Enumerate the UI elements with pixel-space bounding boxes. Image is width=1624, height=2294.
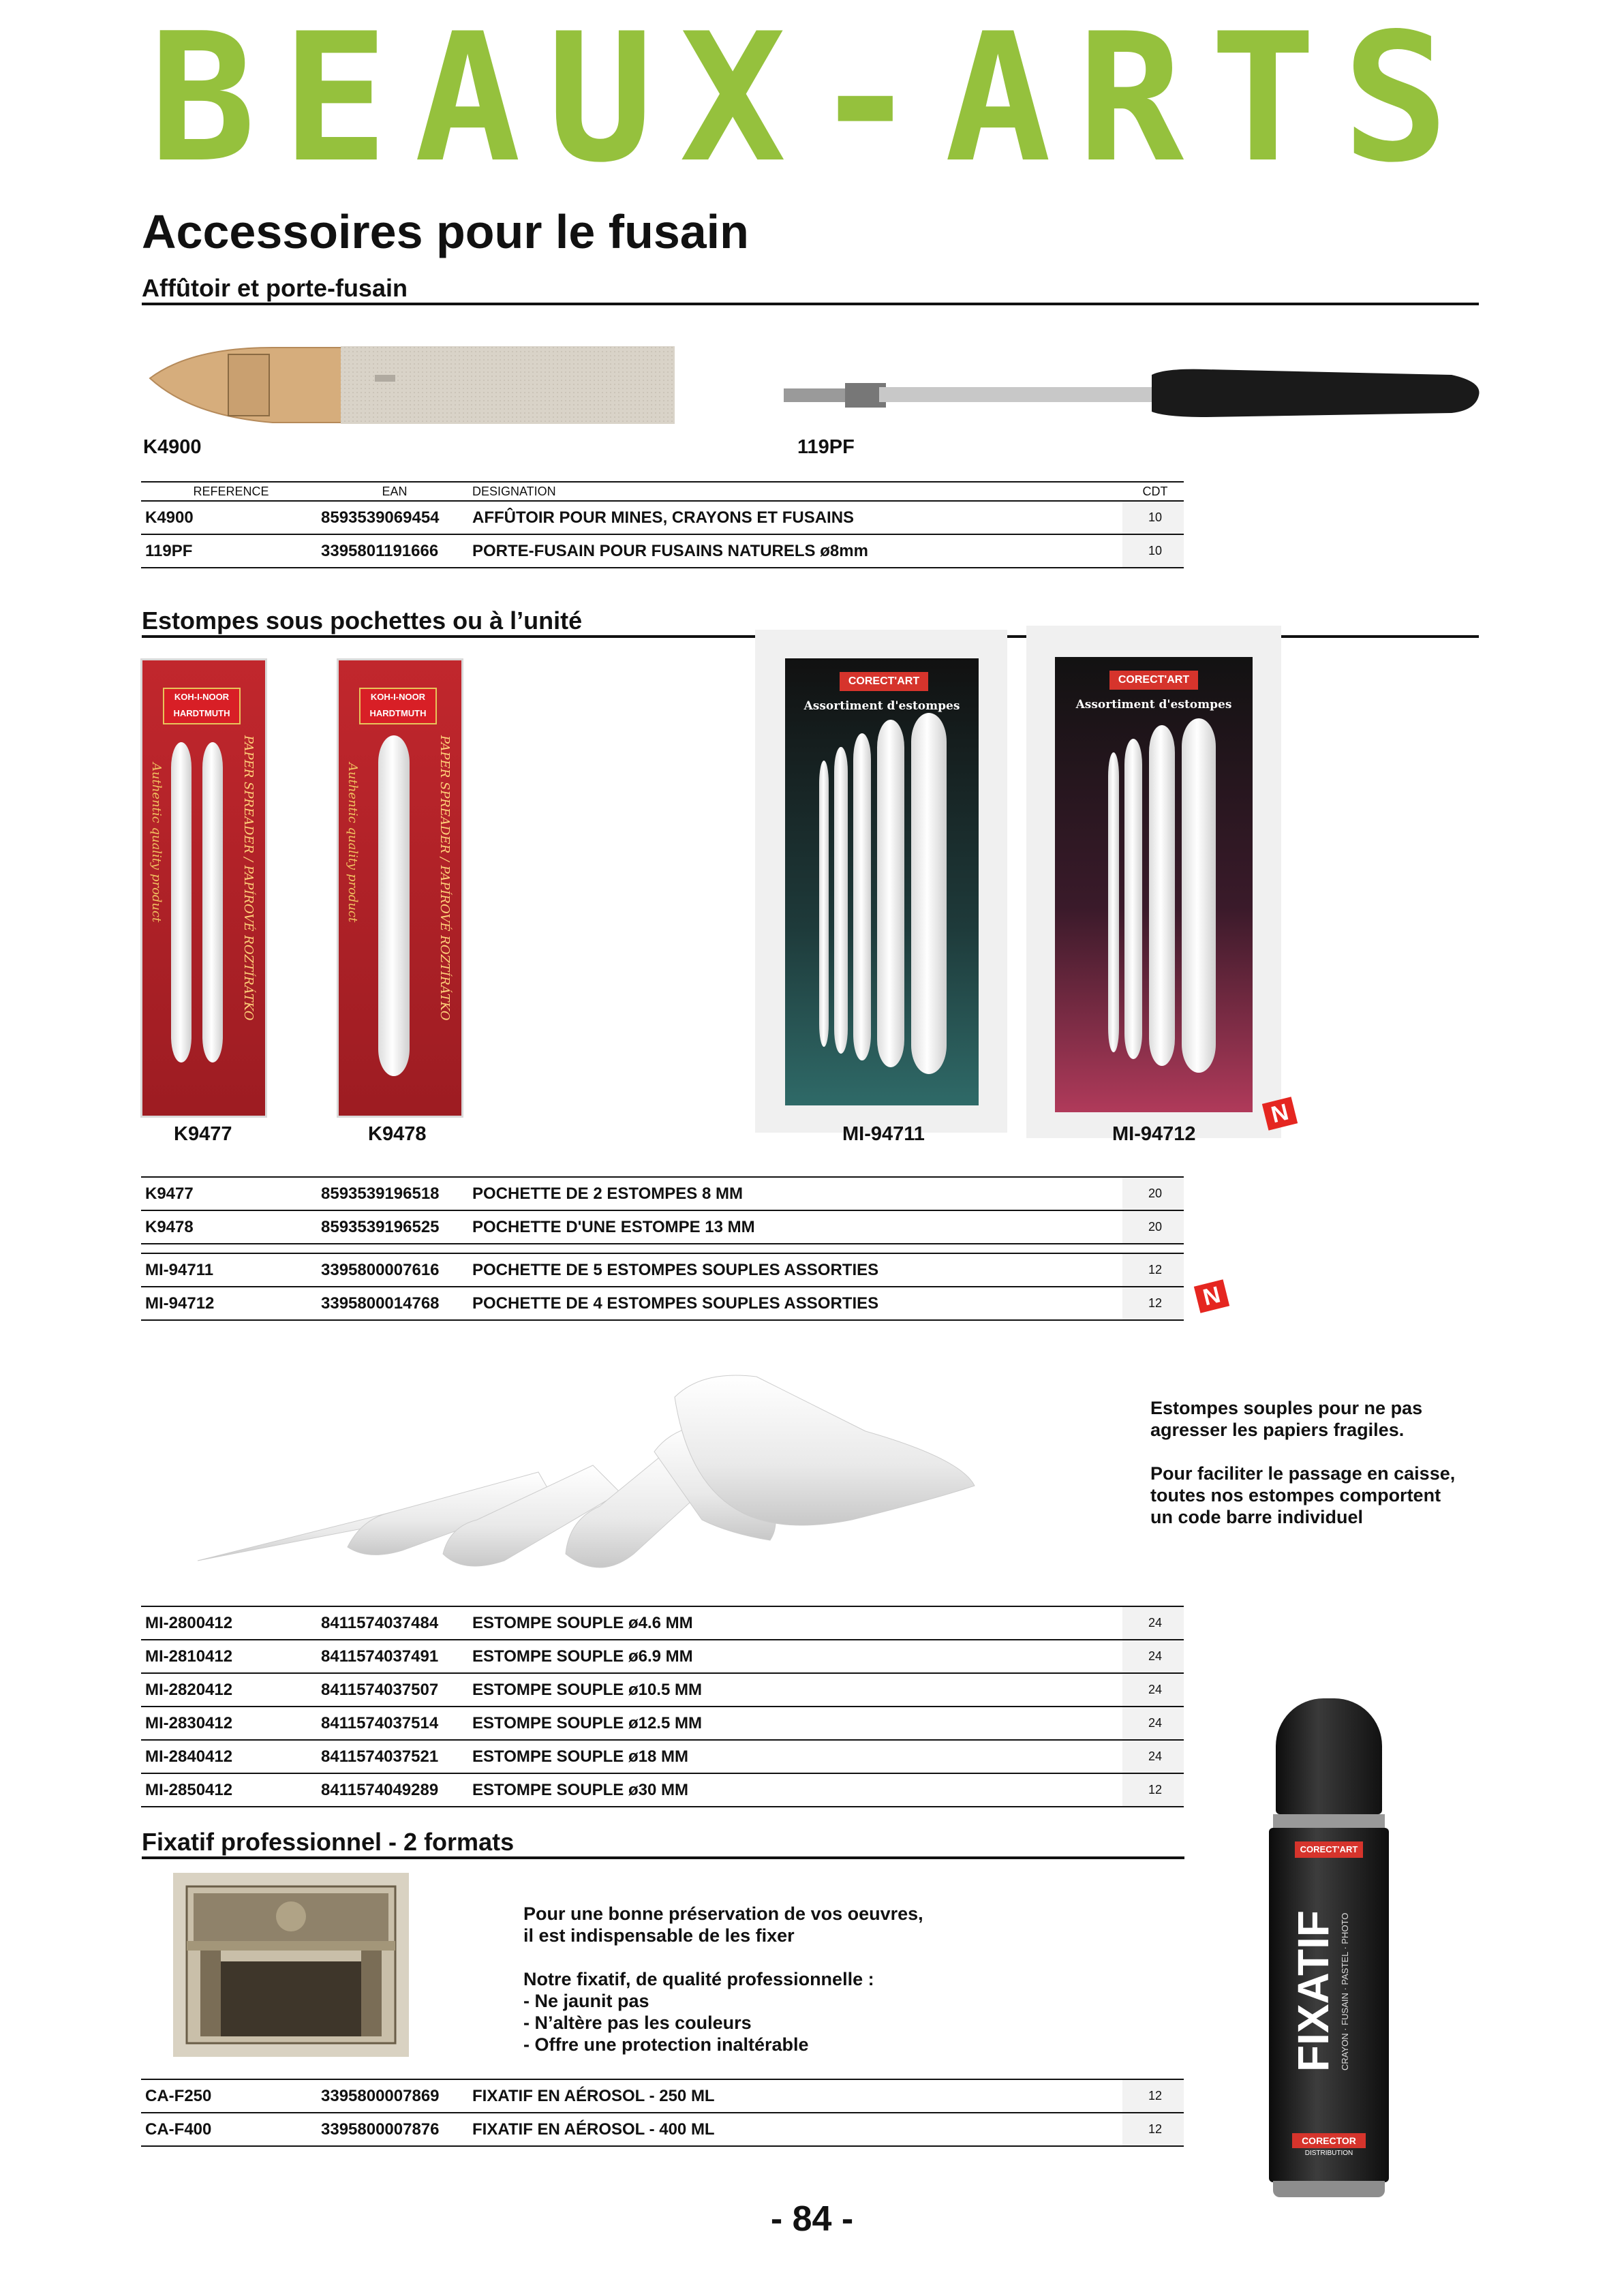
sharpener-image (143, 334, 681, 436)
estompe-stick (877, 720, 904, 1067)
cell-cdt: 24 (1122, 1740, 1184, 1773)
cell-ref: MI-2810412 (141, 1640, 317, 1673)
product-label-k4900: K4900 (143, 436, 202, 458)
cell-ean: 8411574037507 (317, 1673, 468, 1707)
estompe-stick (171, 742, 191, 1062)
estompe-note-line: agresser les papiers fragiles. (1150, 1420, 1405, 1440)
product-label-mi-94712: MI-94712 (1112, 1123, 1196, 1145)
page-title: Accessoires pour le fusain (142, 205, 749, 258)
charcoal-holder-image (770, 354, 1499, 429)
fixatif-sub-label: CRAYON · FUSAIN · PASTEL · PHOTO (1340, 1912, 1350, 2070)
table-row (141, 1210, 1184, 1244)
cell-designation: ESTOMPE SOUPLE ø18 MM (468, 1740, 1122, 1773)
kohinoor-logo: KOH-I-NOOR HARDTMUTH (359, 688, 437, 724)
cell-ref: MI-94712 (141, 1287, 317, 1320)
cell-designation: ESTOMPE SOUPLE ø4.6 MM (468, 1606, 1122, 1640)
cell-cdt: 12 (1122, 2113, 1184, 2146)
table-row (141, 1606, 1184, 1640)
header-designation: DESIGNATION (468, 482, 1122, 501)
cell-ref: CA-F250 (141, 2079, 317, 2113)
cell-ean: 3395800007876 (317, 2113, 468, 2146)
cell-cdt: 10 (1122, 534, 1184, 568)
cell-cdt: 24 (1122, 1673, 1184, 1707)
estompe-note-line: Estompes souples pour ne pas (1150, 1398, 1423, 1418)
fixatif-note-line: - Offre une protection inaltérable (523, 2034, 809, 2055)
cell-designation: PORTE-FUSAIN POUR FUSAINS NATURELS ø8mm (468, 534, 1122, 568)
section-rule (142, 303, 1479, 305)
cell-ref: MI-94711 (141, 1253, 317, 1287)
fixatif-note-line: Notre fixatif, de qualité professionnelle : (523, 1969, 874, 1989)
table-row (141, 2113, 1184, 2146)
page-number: - 84 - (770, 2199, 854, 2239)
package-text: PAPER SPREADER / PAPÍROVÉ ROZTÍRÁTKO (241, 735, 256, 1021)
cell-designation: ESTOMPE SOUPLE ø10.5 MM (468, 1673, 1122, 1707)
fixatif-note-line: - N’altère pas les couleurs (523, 2013, 752, 2033)
fixatif-note-line: - Ne jaunit pas (523, 1991, 649, 2011)
cell-cdt: 20 (1122, 1210, 1184, 1244)
estompe-stick (819, 761, 829, 1047)
estompe-stick (202, 742, 223, 1062)
package-mi-94712 (1026, 626, 1281, 1138)
cell-designation: AFFÛTOIR POUR MINES, CRAYONS ET FUSAINS (468, 501, 1122, 534)
product-table-3 (141, 1606, 1184, 1807)
estompe-note-line: Pour faciliter le passage en caisse, (1150, 1463, 1456, 1484)
table-row (141, 1177, 1184, 1210)
table-spacer (141, 1244, 1184, 1253)
package-heading: Assortiment d'estompes (1075, 698, 1232, 712)
estompe-stick (1124, 739, 1142, 1059)
cell-ref: K9478 (141, 1210, 317, 1244)
cell-ref: CA-F400 (141, 2113, 317, 2146)
cell-ean: 8411574037484 (317, 1606, 468, 1640)
estompe-note-line: toutes nos estompes comportent (1150, 1485, 1441, 1505)
cell-ean: 8411574037514 (317, 1707, 468, 1740)
header-cdt: CDT (1122, 482, 1184, 501)
package-card (1055, 657, 1253, 1112)
cell-designation: ESTOMPE SOUPLE ø6.9 MM (468, 1640, 1122, 1673)
spray-base (1273, 2181, 1385, 2197)
corect-art-logo: CORECT'ART (1295, 1841, 1363, 1858)
estompe-stick (853, 733, 871, 1060)
cell-ean: 8593539196518 (317, 1177, 468, 1210)
cell-ref: MI-2800412 (141, 1606, 317, 1640)
table-row (141, 2079, 1184, 2113)
corect-art-logo: CORECT'ART (1109, 671, 1198, 690)
cell-cdt: 10 (1122, 501, 1184, 534)
estompes-image (184, 1356, 1022, 1588)
package-heading: Assortiment d'estompes (803, 699, 960, 713)
new-badge: N (1194, 1279, 1229, 1313)
spray-cap (1276, 1698, 1382, 1814)
product-label-mi-94711: MI-94711 (842, 1123, 925, 1145)
product-table-4 (141, 2079, 1184, 2147)
cell-cdt: 24 (1122, 1707, 1184, 1740)
package-k9477 (140, 658, 267, 1118)
cell-ean: 3395800014768 (317, 1287, 468, 1320)
cell-cdt: 12 (1122, 1287, 1184, 1320)
table-row (141, 1707, 1184, 1740)
section-rule (142, 1856, 1184, 1859)
table-row (141, 1673, 1184, 1707)
spray-collar (1273, 1814, 1385, 1828)
estompe-note-line: un code barre individuel (1150, 1507, 1364, 1527)
estompe-stick (834, 747, 848, 1054)
engraving-image (173, 1873, 409, 2057)
package-mi-94711 (755, 630, 1007, 1133)
cell-designation: POCHETTE DE 2 ESTOMPES 8 MM (468, 1177, 1122, 1210)
package-text: Authentic quality product (149, 763, 164, 923)
section-title-estompes: Estompes sous pochettes ou à l’unité (142, 607, 583, 634)
cell-ref: MI-2840412 (141, 1740, 317, 1773)
cell-cdt: 20 (1122, 1177, 1184, 1210)
table-row (141, 534, 1184, 568)
table-row (141, 1773, 1184, 1807)
cell-cdt: 12 (1122, 1773, 1184, 1807)
cell-cdt: 12 (1122, 1253, 1184, 1287)
cell-ean: 8411574049289 (317, 1773, 468, 1807)
banner-title: BEAUX-ARTS (149, 0, 1475, 202)
cell-ean: 3395801191666 (317, 534, 468, 568)
package-text: Authentic quality product (346, 763, 360, 923)
fixatif-note-line: Pour une bonne préservation de vos oeuvres, (523, 1903, 923, 1924)
table-row (141, 1640, 1184, 1673)
cell-ref: 119PF (141, 534, 317, 568)
cell-ean: 3395800007616 (317, 1253, 468, 1287)
cell-ref: K9477 (141, 1177, 317, 1210)
cell-cdt: 24 (1122, 1606, 1184, 1640)
cell-designation: POCHETTE DE 4 ESTOMPES SOUPLES ASSORTIES (468, 1287, 1122, 1320)
cell-ean: 8593539069454 (317, 501, 468, 534)
fixatif-note-line: il est indispensable de les fixer (523, 1925, 795, 1946)
cell-designation: FIXATIF EN AÉROSOL - 250 ML (468, 2079, 1122, 2113)
package-card (785, 658, 979, 1105)
table-row (141, 1287, 1184, 1320)
fixatif-label: FIXATIF (1289, 1910, 1338, 2073)
estompe-stick (1149, 725, 1175, 1066)
header-reference: REFERENCE (141, 482, 317, 501)
cell-ean: 8593539196525 (317, 1210, 468, 1244)
cell-designation: POCHETTE DE 5 ESTOMPES SOUPLES ASSORTIES (468, 1253, 1122, 1287)
estompe-stick (1182, 718, 1216, 1073)
table-row (141, 501, 1184, 534)
cell-designation: ESTOMPE SOUPLE ø12.5 MM (468, 1707, 1122, 1740)
product-label-k9477: K9477 (174, 1123, 232, 1145)
spray-body (1269, 1828, 1389, 2182)
fixatif-spray-can (1269, 1698, 1389, 2203)
cell-cdt: 12 (1122, 2079, 1184, 2113)
corector-logo: CORECTOR (1292, 2133, 1366, 2148)
cell-ref: MI-2820412 (141, 1673, 317, 1707)
corect-art-logo: CORECT'ART (840, 672, 928, 691)
kohinoor-logo: KOH-I-NOOR HARDTMUTH (163, 688, 241, 724)
cell-ref: MI-2850412 (141, 1773, 317, 1807)
section-title-affutoir: Affûtoir et porte-fusain (142, 274, 408, 302)
estompe-stick (911, 713, 947, 1074)
product-label-119pf: 119PF (797, 436, 855, 458)
corector-sub: DISTRIBUTION (1304, 2150, 1353, 2157)
product-label-k9478: K9478 (368, 1123, 427, 1145)
cell-ean: 8411574037491 (317, 1640, 468, 1673)
estompe-stick (378, 735, 410, 1076)
cell-designation: FIXATIF EN AÉROSOL - 400 ML (468, 2113, 1122, 2146)
package-text: PAPER SPREADER / PAPÍROVÉ ROZTÍRÁTKO (438, 735, 452, 1021)
cell-ean: 8411574037521 (317, 1740, 468, 1773)
product-table-2 (141, 1176, 1184, 1321)
cell-designation: ESTOMPE SOUPLE ø30 MM (468, 1773, 1122, 1807)
table-header-row (141, 482, 1184, 501)
product-table-1 (141, 481, 1184, 568)
table-row (141, 1253, 1184, 1287)
estompe-stick (1108, 752, 1119, 1052)
cell-cdt: 24 (1122, 1640, 1184, 1673)
section-title-fixatif: Fixatif professionnel - 2 formats (142, 1828, 515, 1856)
cell-ean: 3395800007869 (317, 2079, 468, 2113)
cell-ref: K4900 (141, 501, 317, 534)
cell-designation: POCHETTE D'UNE ESTOMPE 13 MM (468, 1210, 1122, 1244)
table-row (141, 1740, 1184, 1773)
package-k9478 (337, 658, 463, 1118)
cell-ref: MI-2830412 (141, 1707, 317, 1740)
new-badge: N (1262, 1097, 1298, 1130)
header-ean: EAN (317, 482, 468, 501)
